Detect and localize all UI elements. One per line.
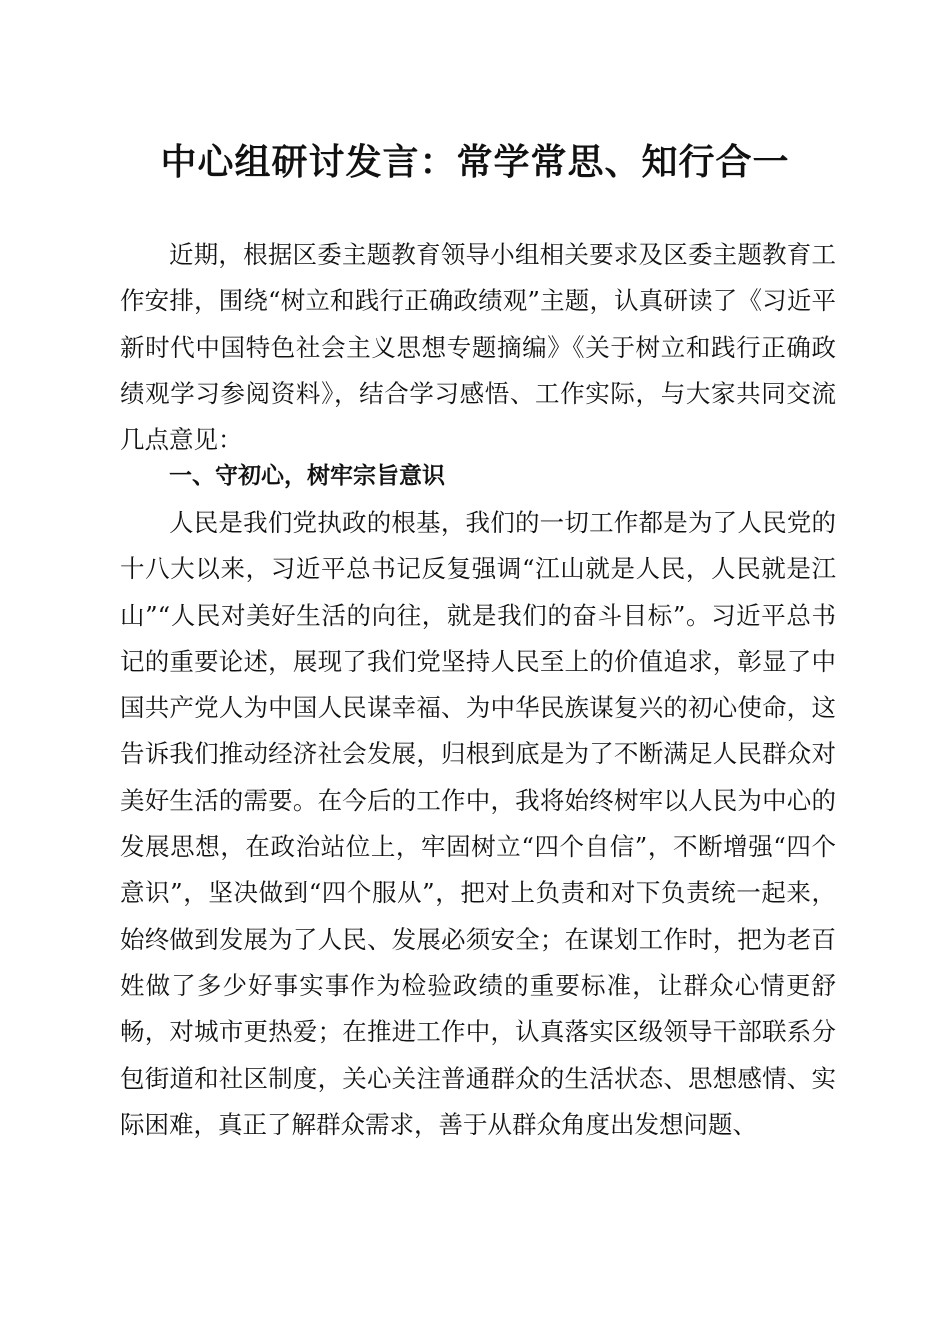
intro-paragraph: 近期，根据区委主题教育领导小组相关要求及区委主题教育工作安排，围绕“树立和践行正确政绩观”主题，认真研读了《习近平新时代中国特色社会主义思想专题摘编》《关于树立和践行正确政绩观学习参阅资料》，结合学习感悟、工作实际，与大家共同交流几点意见： — [120, 240, 836, 455]
section-paragraph: 人民是我们党执政的根基，我们的一切工作都是为了人民党的十八大以来，习近平总书记反复强调“江山就是人民，人民就是江山”“人民对美好生活的向往，就是我们的奋斗目标”。习近平总书记的重要论述，展现了我们党坚持人民至上的价值追求，彰显了中国共产党人为中国人民谋幸福、为中华民族谋复兴的初心使命，这告诉我们推动经济社会发展，归根到底是为了不断满足人民群众对美好生活的需要。在今后的工作中，我将始终树牢以人民为中心的发展思想，在政治站位上，牢固树立“四个自信”，不断增强“四个意识”，坚决做到“四个服从”，把对上负责和对下负责统一起来，始终做到发展为了人民、发展必须安全；在谋划工作时，把为老百姓做了多少好事实事作为检验政绩的重要标准，让群众心情更舒畅，对城市更热爱；在推进工作中，认真落实区级领导干部联系分包街道和社区制度，关心关注普通群众的生活状态、思想感情、实际困难，真正了解群众需求，善于从群众角度出发想问题、 — [120, 508, 836, 1139]
section-heading: 一、守初心，树牢宗旨意识 — [169, 463, 445, 489]
page-title: 中心组研讨发言：常学常思、知行合一 — [160, 141, 790, 183]
